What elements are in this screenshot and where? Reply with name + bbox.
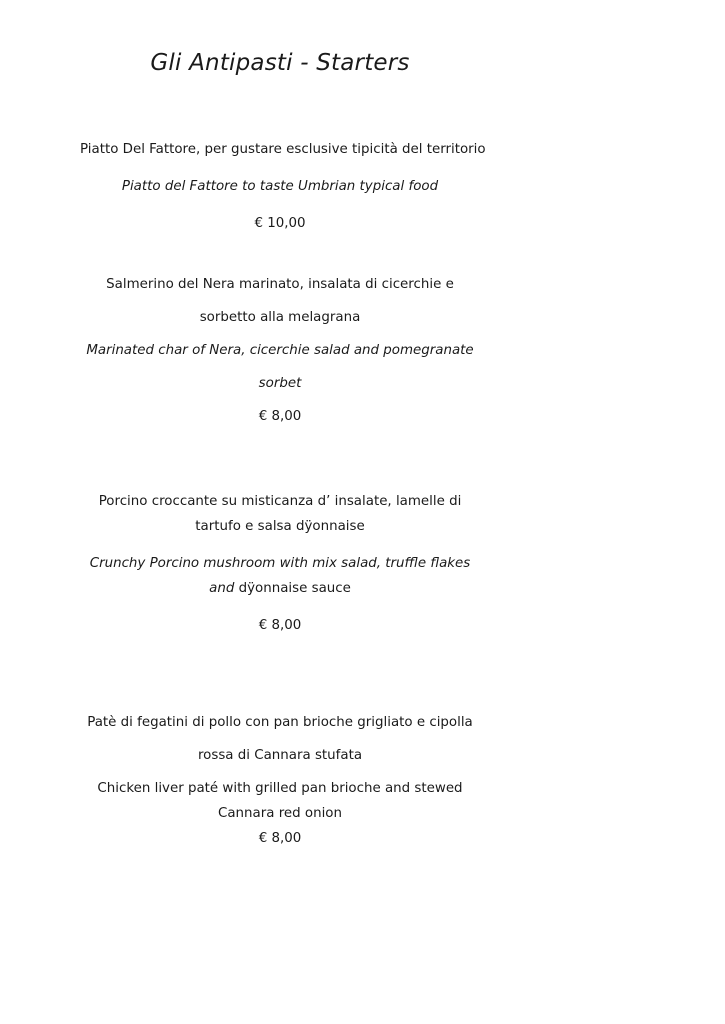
dish-3-english-name-line-2 [80,580,480,598]
dish-2-italian-name-line-1: Salmerino del Nera marinato, insalata di cicerchie e [106,277,454,292]
dish-4-italian-name-line-1: Patè di fegatini di pollo con pan brioche grigliato e cipolla [87,715,473,730]
dish-2-english-name-line-1: Marinated char of Nera, cicerchie salad and pomegranate [86,343,474,358]
dish-4-italian-name-line-2: rossa di Cannara stufata [197,748,363,763]
dish-3-english-name-line-2-upright: dÿonnaise sauce [234,581,351,596]
dish-2-english-name-line-2: sorbet [258,376,302,391]
dish-3-english-name-line-2-italic: and [209,581,235,596]
dish-1-italian-name: Piatto Del Fattore, per gustare esclusive tipicità del territorio [80,142,486,157]
dish-3-italian-name-line-2: tartufo e salsa dÿonnaise [195,519,365,534]
dish-1-price: € 10,00 [254,216,306,231]
dish-4-english-name-line-2: Cannara red onion [218,806,342,821]
dish-2-price: € 8,00 [258,409,302,424]
dish-4-price: € 8,00 [258,831,302,846]
dish-3-price: € 8,00 [258,618,302,633]
dish-4-english-name-line-1: Chicken liver paté with grilled pan brioche and stewed [97,781,463,796]
dish-2-italian-name-line-2: sorbetto alla melagrana [199,310,361,325]
dish-3-italian-name-line-1: Porcino croccante su misticanza d’ insalate, lamelle di [98,494,462,509]
dish-3-english-name-line-1: Crunchy Porcino mushroom with mix salad, truffle flakes [89,556,471,571]
dish-1-english-name: Piatto del Fattore to taste Umbrian typical food [121,179,439,194]
menu-title: Gli Antipasti - Starters [150,50,410,76]
